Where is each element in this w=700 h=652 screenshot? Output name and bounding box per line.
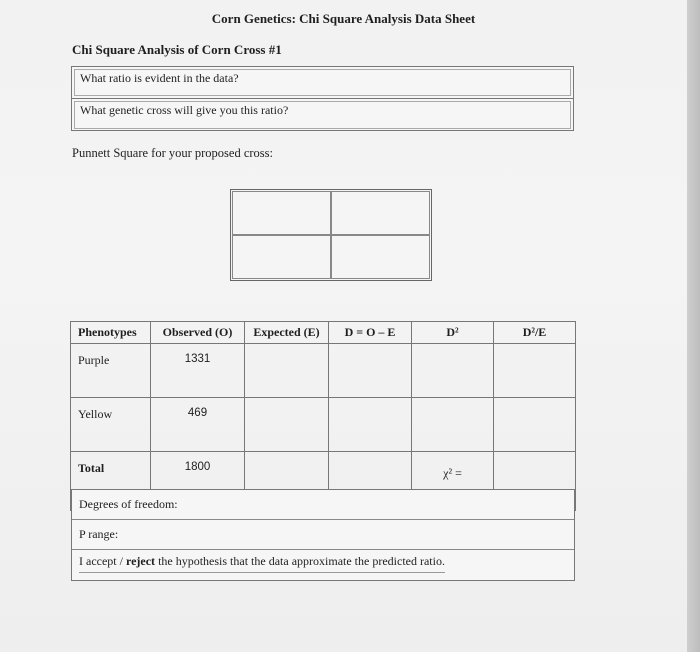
punnett-cell[interactable] [232,235,331,279]
hypothesis-suffix: the hypothesis that the data approximate the predicted ratio. [155,554,445,568]
header-d-squared: D² [412,322,494,344]
expected-cell[interactable] [245,398,329,452]
cross-question-row [72,99,573,131]
deviation-cell[interactable] [329,398,412,452]
header-expected: Expected (E) [245,322,329,344]
d-squared-cell[interactable] [412,344,494,398]
reject-word: reject [125,554,156,568]
punnett-cell[interactable] [232,191,331,235]
cross-subtitle: Chi Square Analysis of Corn Cross #1 [72,42,282,57]
phenotype-total: Total [71,452,151,511]
chi-square-table [70,321,576,511]
hypothesis-text [79,554,445,573]
page-edge [687,0,700,652]
phenotype-yellow: Yellow [71,398,151,452]
d-squared-cell[interactable] [412,398,494,452]
degrees-of-freedom-field[interactable]: Degrees of freedom: [72,490,574,520]
phenotype-purple: Purple [71,344,151,398]
hypothesis-statement[interactable] [72,550,574,580]
sheet-title: Corn Genetics: Chi Square Analysis Data Sheet [211,11,476,26]
chi-square-label: χ² = [412,452,494,511]
conclusion-box [71,489,575,581]
header-d-squared-over-e: D²/E [494,322,576,344]
observed-purple: 1331 [151,344,245,398]
expected-cell[interactable] [245,344,329,398]
observed-total: 1800 [151,452,245,511]
table-row [71,344,576,398]
header-deviation: D = O – E [329,322,412,344]
deviation-cell[interactable] [329,344,412,398]
p-range-field[interactable]: P range: [72,520,574,550]
d-squared-over-e-cell[interactable] [494,398,576,452]
cross-question[interactable]: What genetic cross will give you this ratio? [74,101,571,129]
ratio-question-row [72,67,573,99]
d-squared-over-e-cell[interactable] [494,344,576,398]
ratio-question[interactable]: What ratio is evident in the data? [74,69,571,96]
table-row [71,398,576,452]
punnett-label: Punnett Square for your proposed cross: [72,146,274,160]
punnett-cell[interactable] [331,235,430,279]
punnett-square [230,189,432,281]
question-box [71,66,574,131]
observed-yellow: 469 [151,398,245,452]
accept-word: I accept / [79,554,126,568]
punnett-cell[interactable] [331,191,430,235]
header-observed: Observed (O) [151,322,245,344]
header-phenotypes: Phenotypes [71,322,151,344]
table-header-row [71,322,576,344]
